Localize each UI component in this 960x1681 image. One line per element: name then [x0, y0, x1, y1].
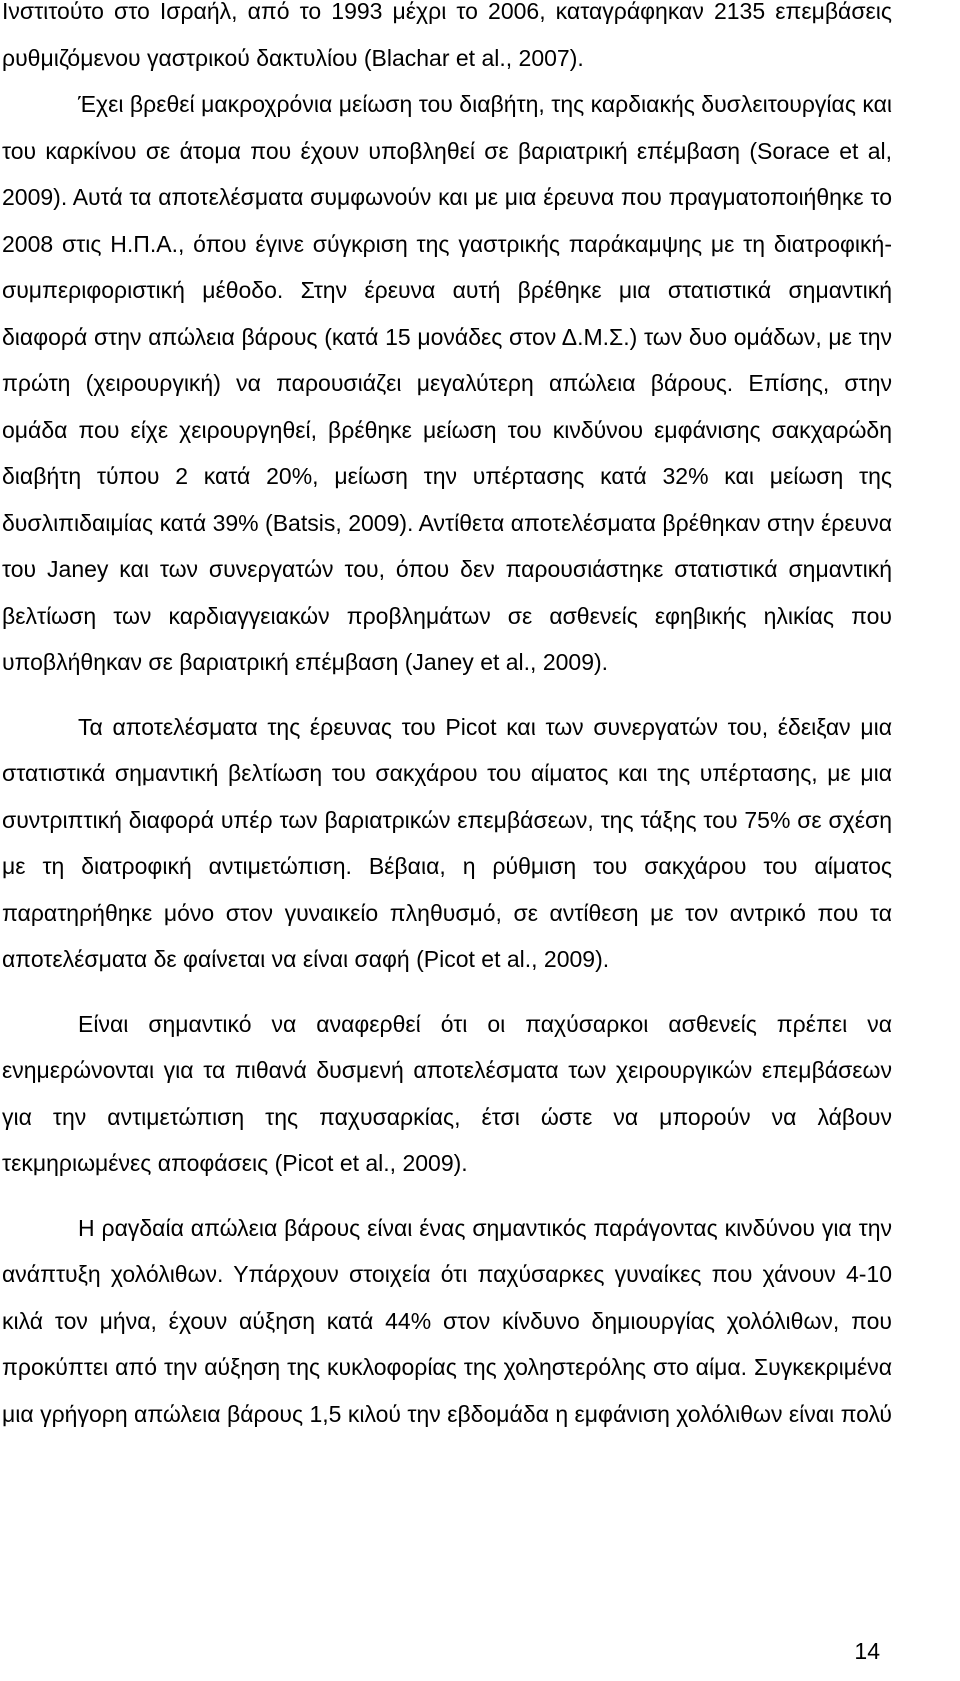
page-number: 14: [854, 1638, 880, 1664]
paragraph-4: Είναι σημαντικό να αναφερθεί ότι οι παχύσαρκοι ασθενείς πρέπει να ενημερώνονται για τα πιθανά δυσμενή αποτελέσματα των χειρουργικών επεμβάσεων για την αντιμετώπιση της παχυσαρκίας, έτσι ώστε να μπορούν να λάβουν τεκμηριωμένες αποφάσεις (Picot et al., 2009).: [2, 1010, 892, 1176]
document-page: [2, 0, 892, 1437]
paragraph-1: Ινστιτούτο στο Ισραήλ, από το 1993 μέχρι το 2006, καταγράφηκαν 2135 επεμβάσεις ρυθμιζόμενου γαστρικού δακτυλίου (Blachar et al., 2007).: [2, 0, 892, 71]
paragraph-3: Τα αποτελέσματα της έρευνας του Picot και των συνεργατών του, έδειξαν μια στατιστικά σημαντική βελτίωση του σακχάρου του αίματος και της υπέρτασης, με μια συντριπτική διαφορά υπέρ των βαριατρικών επεμβάσεων, της τάξης του 75% σε σχέση με τη διατροφική αντιμετώπιση. Βέβαια, η ρύθμιση του σακχάρου του αίματος παρατηρήθηκε μόνο στον γυναικείο πληθυσμό, σε αντίθεση με τον αντρικό που τα αποτελέσματα δε φαίνεται να είναι σαφή (Picot et al., 2009).: [2, 713, 892, 972]
paragraph-2: Έχει βρεθεί μακροχρόνια μείωση του διαβήτη, της καρδιακής δυσλειτουργίας και του καρκίνου σε άτομα που έχουν υποβληθεί σε βαριατρική επέμβαση (Sorace et al, 2009). Αυτά τα αποτελέσματα συμφωνούν και με μια έρευνα που πραγματοποιήθηκε το 2008 στις Η.Π.Α., όπου έγινε σύγκριση της γαστρικής παράκαμψης με τη διατροφική-συμπεριφοριστική μέθοδο. Στην έρευνα αυτή βρέθηκε μια στατιστικά σημαντική διαφορά στην απώλεια βάρους (κατά 15 μονάδες στον Δ.Μ.Σ.) των δυο ομάδων, με την πρώτη (χειρουργική) να παρουσιάζει μεγαλύτερη απώλεια βάρους. Επίσης, στην ομάδα που είχε χειρουργηθεί, βρέθηκε μείωση του κινδύνου εμφάνισης σακχαρώδη διαβήτη τύπου 2 κατά 20%, μείωση την υπέρτασης κατά 32% και μείωση της δυσλιπιδαιμίας κατά 39% (Batsis, 2009). Αντίθετα αποτελέσματα βρέθηκαν στην έρευνα του Janey και των συνεργατών του, όπου δεν παρουσιάστηκε στατιστικά σημαντική βελτίωση των καρδιαγγειακών προβλημάτων σε ασθενείς εφηβικής ηλικίας που υποβλήθηκαν σε βαριατρική επέμβαση (Janey et al., 2009).: [2, 91, 892, 675]
paragraph-5: Η ραγδαία απώλεια βάρους είναι ένας σημαντικός παράγοντας κινδύνου για την ανάπτυξη χολόλιθων. Υπάρχουν στοιχεία ότι παχύσαρκες γυναίκες που χάνουν 4-10 κιλά τον μήνα, έχουν αύξηση κατά 44% στον κίνδυνο δημιουργίας χολόλιθων, που προκύπτει από την αύξηση της κυκλοφορίας της χοληστερόλης στο αίμα. Συγκεκριμένα μια γρήγορη απώλεια βάρους 1,5 κιλού την εβδομάδα η εμφάνιση χολόλιθων είναι πολύ: [2, 1214, 892, 1427]
